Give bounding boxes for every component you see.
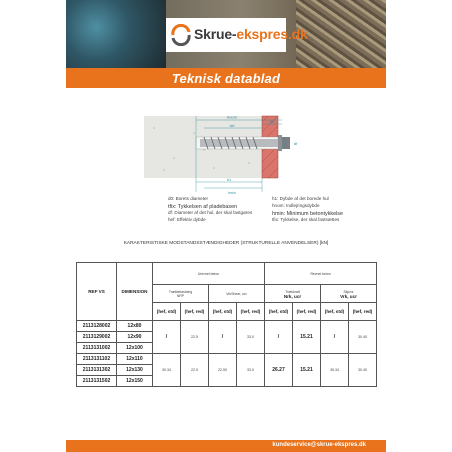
- header-cracked-shear-label: Skjuvs: [343, 289, 354, 294]
- title-bar: [66, 68, 386, 88]
- label-df: df: [294, 141, 298, 146]
- table-row: [77, 321, 377, 332]
- cell-value: 33.0: [237, 354, 265, 387]
- cell-value: /: [153, 321, 181, 354]
- table-header-row-1: [77, 263, 377, 285]
- header-cracked: Revnet beton: [265, 263, 377, 285]
- cell-value: /: [265, 321, 293, 354]
- cell-ref: 2113131302: [77, 365, 117, 376]
- cell-value: 22.5: [181, 354, 209, 387]
- section-title: KARAKTERISTISKE MODSTANDSSTÆNDIGHEDER (STRUKTURELLE ANVENDELSER) [kN]: [123, 241, 329, 246]
- resistance-table: [76, 262, 377, 387]
- header-dimension: DIMENSION: [117, 263, 153, 321]
- header-hef-std-3: (hef, std): [265, 303, 293, 321]
- label-hef: hef: [229, 124, 235, 128]
- header-hef-red-1: (hef, red): [181, 303, 209, 321]
- cell-dimension: 12x150: [117, 376, 153, 387]
- cell-ref: 2113131002: [77, 343, 117, 354]
- legend-hef: hef: Effektiv dybde: [168, 217, 206, 222]
- header-cracked-tension: [265, 285, 321, 303]
- cell-value: /: [209, 321, 237, 354]
- cell-ref: 2113131102: [77, 354, 117, 365]
- cell-dimension: 12x130: [117, 365, 153, 376]
- cell-value: 30.34: [153, 354, 181, 387]
- header-ref: REF VS: [77, 263, 117, 321]
- header-cracked-tension-symbol: Nrk, ucr: [283, 293, 302, 299]
- legend-d0: d0: Borets diameter: [168, 196, 209, 201]
- table-row: [77, 354, 377, 365]
- cell-value: 22.5: [181, 321, 209, 354]
- cell-value: 26.27: [265, 354, 293, 387]
- header-uncracked: Urevnet beton: [153, 263, 265, 285]
- brand-name-main: Skrue-: [194, 26, 237, 42]
- header-cracked-tension-label: Trækkraft: [285, 289, 300, 294]
- header-hef-std-1: (hef, std): [153, 303, 181, 321]
- footer-email-link[interactable]: kundeservice@skrue-ekspres.dk: [272, 442, 366, 448]
- cell-value: 30.40: [349, 354, 377, 387]
- cell-value: 33.0: [237, 321, 265, 354]
- brand-logo[interactable]: [166, 18, 308, 52]
- brand-name: [194, 26, 308, 42]
- cell-ref: 2113128002: [77, 321, 117, 332]
- legend-hmin: hmin: Minimum betontykkelse: [272, 211, 344, 217]
- header-cracked-shear-symbol: Vrk, ucr: [340, 293, 357, 299]
- legend-t: tfix: Tykkelse, der skal fastsættes: [272, 217, 340, 222]
- label-h1: h1: [226, 177, 232, 182]
- cell-dimension: 12x100: [117, 343, 153, 354]
- header-tension-label: Trækbelastning: [168, 289, 193, 294]
- logo-swirl-icon: [170, 24, 192, 46]
- cell-dimension: 12x90: [117, 332, 153, 343]
- cell-value: 22.50: [209, 354, 237, 387]
- anchor-drawing: [144, 108, 314, 196]
- cell-value: 15.21: [293, 354, 321, 387]
- header-cracked-shear: [321, 285, 377, 303]
- label-hnom: hnom: [226, 114, 238, 120]
- brand-name-accent: ekspres.dk: [236, 26, 308, 42]
- legend-df: df: Diameter af det hul, der skal fastgøres: [168, 210, 253, 215]
- cell-ref: 2113131502: [77, 376, 117, 387]
- header-hef-red-3: (hef, red): [293, 303, 321, 321]
- cell-dimension: 12x110: [117, 354, 153, 365]
- label-hmin: hmin: [228, 191, 236, 195]
- label-tfix: tfix: [269, 120, 275, 124]
- cell-value: /: [321, 321, 349, 354]
- cell-value: 35.34: [321, 354, 349, 387]
- footer-bar: [66, 440, 386, 452]
- datasheet-page: [66, 0, 386, 452]
- cell-value: 30.40: [349, 321, 377, 354]
- cell-ref: 2113129002: [77, 332, 117, 343]
- page-title: Teknisk datablad: [171, 70, 281, 86]
- legend-hnom: hnom: Indlejringsdybde: [272, 203, 320, 208]
- header-hef-red-4: (hef, red): [349, 303, 377, 321]
- header-photo-right: [296, 0, 386, 68]
- header-photo-left: [66, 0, 166, 68]
- header-tension-symbol: NRP: [176, 293, 185, 298]
- header-tension: [153, 285, 209, 303]
- cell-dimension: 12x80: [117, 321, 153, 332]
- cell-value: 15.21: [293, 321, 321, 354]
- header-hef-red-2: (hef, red): [237, 303, 265, 321]
- legend-tfix: tfix: Tykkelsen af pladebasen: [168, 204, 238, 210]
- header-banner: [66, 0, 386, 68]
- legend-h1: h1: Dybde af det borede hul: [272, 196, 329, 201]
- header-hef-std-4: (hef, std): [321, 303, 349, 321]
- header-shear: VrkShear, ucr: [209, 285, 265, 303]
- header-hef-std-2: (hef, std): [209, 303, 237, 321]
